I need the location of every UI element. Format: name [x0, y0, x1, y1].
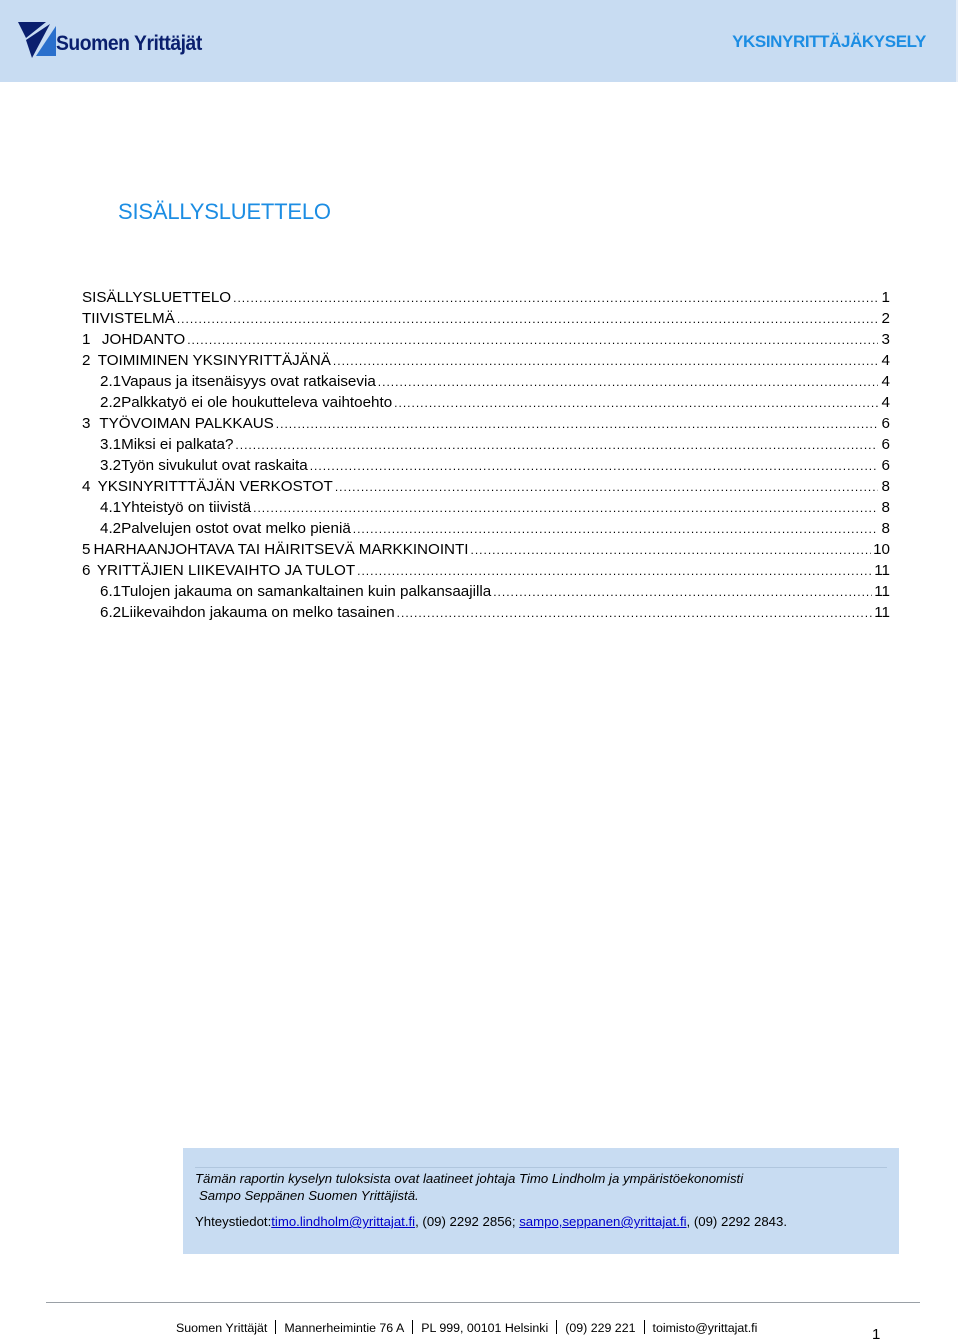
- toc-entry[interactable]: [82, 602, 890, 623]
- toc-entry-page: 8: [881, 520, 890, 537]
- survey-title: YKSINYRITTÄJÄKYSELY: [732, 32, 926, 51]
- footer-phone: (09) 229 221: [565, 1321, 636, 1335]
- footer-org: Suomen Yrittäjät: [176, 1321, 268, 1335]
- toc-leader-dots: [187, 330, 878, 351]
- toc-leader-dots: [493, 582, 872, 603]
- toc-entry-title: Tulojen jakauma on samankaltainen kuin palkansaajilla: [121, 583, 492, 600]
- footer-divider: [46, 1302, 920, 1303]
- suomen-yrittajat-logo: [16, 18, 216, 64]
- footer-street: Mannerheimintie 76 A: [284, 1321, 405, 1335]
- footer-separator: [275, 1320, 276, 1334]
- toc-entry[interactable]: [82, 455, 890, 476]
- contact-phone-2: , (09) 2292 2843.: [686, 1214, 787, 1229]
- toc-entry-number: 4.2: [100, 520, 122, 537]
- toc-entry[interactable]: [82, 308, 890, 329]
- author-info-line-1: Tämän raportin kyselyn tuloksista ovat laatineet johtaja Timo Lindholm ja ympäristöekonomisti: [195, 1171, 744, 1186]
- contact-phone-1: , (09) 2292 2856;: [415, 1214, 520, 1229]
- page-number: 1: [872, 1326, 881, 1343]
- toc-entry[interactable]: [82, 434, 890, 455]
- toc-entry-number: 3: [82, 415, 91, 432]
- toc-entry-title: YKSINYRITTTÄJÄN VERKOSTOT: [97, 478, 333, 495]
- toc-entry-page: 11: [874, 604, 890, 621]
- toc-entry[interactable]: [82, 287, 890, 308]
- toc-entry-title: Vapaus ja itsenäisyys ovat ratkaisevia: [121, 373, 376, 390]
- toc-entry[interactable]: [82, 329, 890, 350]
- toc-entry-number: 6.1: [100, 583, 122, 600]
- table-of-contents: [82, 287, 890, 623]
- toc-leader-dots: [471, 540, 872, 561]
- toc-entry-title: Yhteistyö on tiivistä: [121, 499, 252, 516]
- toc-leader-dots: [397, 603, 873, 624]
- toc-entry-page: 6: [881, 457, 890, 474]
- toc-entry-number: 6.2: [100, 604, 122, 621]
- toc-entry[interactable]: [82, 497, 890, 518]
- footer-email[interactable]: toimisto@yrittajat.fi: [652, 1321, 758, 1335]
- footer-postal: PL 999, 00101 Helsinki: [421, 1321, 549, 1335]
- contact-info: [195, 1214, 787, 1229]
- footer-separator: [412, 1320, 413, 1334]
- toc-entry-number: 4: [82, 478, 91, 495]
- page-header: [0, 0, 958, 82]
- toc-entry-page: 10: [873, 541, 890, 558]
- toc-entry-title: Palvelujen ostot ovat melko pieniä: [121, 520, 351, 537]
- toc-entry-page: 11: [874, 583, 890, 600]
- footer-separator: [556, 1320, 557, 1334]
- toc-entry[interactable]: [82, 350, 890, 371]
- toc-entry-page: 8: [881, 499, 890, 516]
- toc-entry-number: 3.1: [100, 436, 122, 453]
- toc-entry-page: 11: [874, 562, 890, 579]
- toc-entry-title: Miksi ei palkata?: [121, 436, 234, 453]
- toc-entry-title: YRITTÄJIEN LIIKEVAIHTO JA TULOT: [96, 562, 356, 579]
- toc-entry[interactable]: [82, 371, 890, 392]
- logo-arrow-icon: [16, 18, 60, 60]
- info-box-rule: [195, 1167, 887, 1168]
- toc-entry-page: 4: [881, 394, 890, 411]
- toc-leader-dots: [235, 435, 878, 456]
- toc-leader-dots: [177, 309, 878, 330]
- toc-leader-dots: [233, 288, 878, 309]
- toc-entry-title: HARHAANJOHTAVA TAI HÄIRITSEVÄ MARKKINOINTI: [93, 541, 469, 558]
- toc-entry-number: 2: [82, 352, 91, 369]
- toc-entry[interactable]: [82, 560, 890, 581]
- email-link-timo[interactable]: timo.lindholm@yrittajat.fi: [271, 1214, 416, 1229]
- toc-leader-dots: [335, 477, 878, 498]
- toc-entry[interactable]: [82, 476, 890, 497]
- page-footer: [176, 1320, 757, 1335]
- toc-entry-number: 5: [82, 541, 91, 558]
- toc-leader-dots: [394, 393, 878, 414]
- toc-entry[interactable]: [82, 413, 890, 434]
- toc-entry-title: TOIMIMINEN YKSINYRITTÄJÄNÄ: [97, 352, 331, 369]
- toc-entry[interactable]: [82, 539, 890, 560]
- toc-entry-page: 6: [881, 436, 890, 453]
- toc-leader-dots: [357, 561, 872, 582]
- toc-leader-dots: [333, 351, 878, 372]
- toc-entry-title: JOHDANTO: [101, 331, 186, 348]
- toc-entry-page: 1: [881, 289, 890, 306]
- toc-entry-page: 8: [881, 478, 890, 495]
- toc-entry[interactable]: [82, 518, 890, 539]
- toc-entry-number: 3.2: [100, 457, 122, 474]
- toc-entry-page: 6: [881, 415, 890, 432]
- email-link-sampo[interactable]: sampo,seppanen@yrittajat.fi: [519, 1214, 687, 1229]
- toc-entry-page: 3: [881, 331, 890, 348]
- toc-heading: SISÄLLYSLUETTELO: [118, 199, 331, 224]
- toc-entry-title: Palkkatyö ei ole houkutteleva vaihtoehto: [121, 394, 393, 411]
- toc-entry-number: 4.1: [100, 499, 122, 516]
- toc-entry-title: Liikevaihdon jakauma on melko tasainen: [121, 604, 395, 621]
- toc-entry-title: TIIVISTELMÄ: [82, 310, 175, 327]
- toc-entry-title: TYÖVOIMAN PALKKAUS: [99, 415, 274, 432]
- contact-label: Yhteystiedot:: [195, 1214, 272, 1229]
- toc-leader-dots: [276, 414, 878, 435]
- toc-entry-number: 2.2: [100, 394, 122, 411]
- toc-entry-page: 4: [881, 352, 890, 369]
- toc-entry[interactable]: [82, 392, 890, 413]
- toc-leader-dots: [378, 372, 878, 393]
- toc-entry[interactable]: [82, 581, 890, 602]
- toc-leader-dots: [253, 498, 878, 519]
- toc-leader-dots: [310, 456, 878, 477]
- logo-text: Suomen Yrittäjät: [56, 32, 202, 55]
- footer-separator: [644, 1320, 645, 1334]
- author-info-box: [183, 1148, 899, 1254]
- toc-entry-number: 1: [82, 331, 91, 348]
- toc-entry-title: Työn sivukulut ovat raskaita: [121, 457, 308, 474]
- toc-entry-number: 6: [82, 562, 91, 579]
- toc-entry-page: 4: [881, 373, 890, 390]
- toc-leader-dots: [353, 519, 878, 540]
- toc-entry-title: SISÄLLYSLUETTELO: [82, 289, 232, 306]
- toc-entry-page: 2: [881, 310, 890, 327]
- author-info-line-2: Sampo Seppänen Suomen Yrittäjistä.: [199, 1188, 419, 1203]
- toc-entry-number: 2.1: [100, 373, 122, 390]
